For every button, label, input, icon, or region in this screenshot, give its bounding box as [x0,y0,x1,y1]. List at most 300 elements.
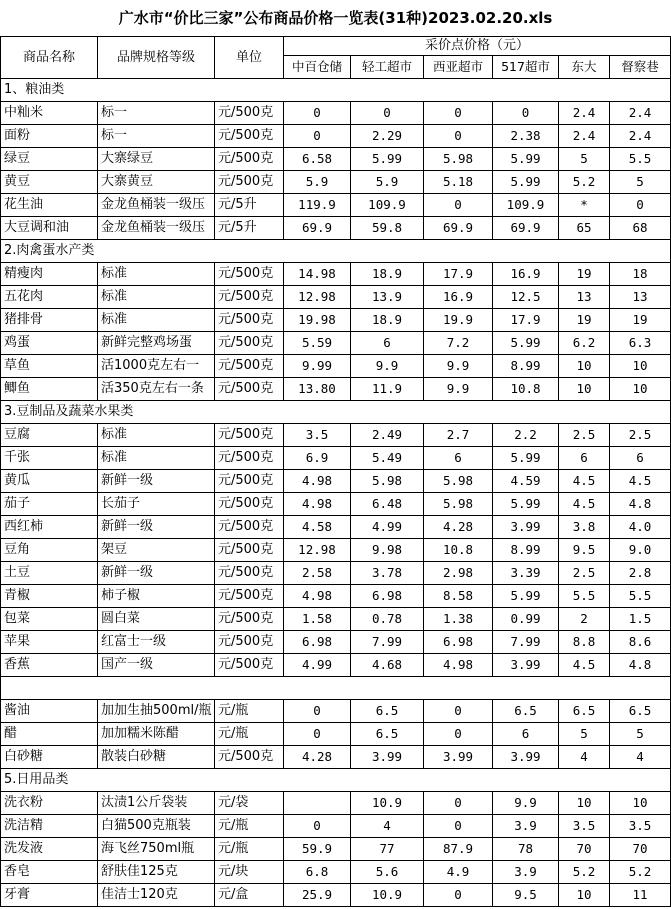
header-store: 轻工超市 [351,56,424,79]
price-cell: 5.99 [493,585,559,608]
section-row [1,240,671,263]
price-cell: 4.5 [559,470,610,493]
item-spec: 活350克左右一条 [98,378,215,401]
item-unit: 元/500克 [215,654,284,677]
item-unit: 元/500克 [215,424,284,447]
price-cell: 3.9 [493,815,559,838]
item-unit: 元/500克 [215,332,284,355]
price-cell: 2.38 [493,125,559,148]
price-cell: 17.9 [493,309,559,332]
price-cell: 0 [424,815,493,838]
price-cell: 6 [559,447,610,470]
table-row [1,171,671,194]
price-cell: 13.9 [351,286,424,309]
price-cell: 0 [610,194,671,217]
price-cell: 7.99 [351,631,424,654]
price-cell: 19 [559,263,610,286]
table-row [1,516,671,539]
price-cell: 9.99 [284,355,351,378]
price-cell [284,792,351,815]
price-cell: 11.9 [351,378,424,401]
table-row [1,608,671,631]
table-row [1,884,671,907]
price-cell: 5.98 [424,148,493,171]
price-cell: 3.99 [351,746,424,769]
item-spec: 标准 [98,447,215,470]
item-unit: 元/500克 [215,125,284,148]
item-spec: 新鲜完整鸡场蛋 [98,332,215,355]
price-cell: 2.49 [351,424,424,447]
item-name: 黄瓜 [1,470,98,493]
price-cell: 4 [610,746,671,769]
item-name: 花生油 [1,194,98,217]
table-row [1,355,671,378]
item-unit: 元/500克 [215,263,284,286]
table-row [1,424,671,447]
section-row [1,677,671,700]
item-name: 香皂 [1,861,98,884]
price-cell: 4.5 [559,654,610,677]
price-cell: 119.9 [284,194,351,217]
item-unit: 元/500克 [215,378,284,401]
price-cell: 1.5 [610,608,671,631]
price-cell: 0.78 [351,608,424,631]
price-cell: 8.99 [493,355,559,378]
price-cell: 1.58 [284,608,351,631]
header-store: 中百仓储 [284,56,351,79]
price-cell: 10 [559,884,610,907]
item-unit: 元/袋 [215,792,284,815]
item-name: 香蕉 [1,654,98,677]
price-cell: 10 [610,355,671,378]
table-row [1,631,671,654]
item-name: 青椒 [1,585,98,608]
price-cell: 4.28 [424,516,493,539]
price-cell: 6.58 [284,148,351,171]
price-cell: 3.78 [351,562,424,585]
item-unit: 元/瓶 [215,723,284,746]
item-spec: 红富士一级 [98,631,215,654]
price-cell: 4.99 [351,516,424,539]
table-row [1,539,671,562]
price-cell: 6.98 [424,631,493,654]
price-cell: 5 [559,148,610,171]
item-unit: 元/500克 [215,447,284,470]
price-cell: 6.5 [610,700,671,723]
price-cell: 6.5 [351,723,424,746]
price-cell: 0 [424,125,493,148]
item-name: 豆腐 [1,424,98,447]
price-cell: 0 [284,700,351,723]
item-unit: 元/500克 [215,148,284,171]
price-cell: 4.99 [284,654,351,677]
header-store: 督察巷 [610,56,671,79]
table-row [1,447,671,470]
price-cell: 16.9 [493,263,559,286]
item-name: 中籼米 [1,102,98,125]
price-cell: 69.9 [493,217,559,240]
header-store: 517超市 [493,56,559,79]
price-cell: 4.5 [610,470,671,493]
table-row [1,815,671,838]
price-cell: 4.28 [284,746,351,769]
item-name: 鲫鱼 [1,378,98,401]
price-cell: 3.99 [493,654,559,677]
price-cell: 19.98 [284,309,351,332]
price-cell: 13 [610,286,671,309]
price-cell: 4.9 [424,861,493,884]
price-cell: 6.8 [284,861,351,884]
price-cell: 5.99 [493,171,559,194]
price-cell: 12.98 [284,286,351,309]
item-spec: 加加生抽500ml/瓶 [98,700,215,723]
item-unit: 元/5升 [215,217,284,240]
table-row [1,102,671,125]
price-cell: 18.9 [351,309,424,332]
price-cell: 69.9 [424,217,493,240]
price-cell: 2.58 [284,562,351,585]
table-row [1,378,671,401]
item-unit: 元/500克 [215,470,284,493]
price-cell: 5.99 [493,447,559,470]
price-cell: 10 [559,355,610,378]
table-row [1,148,671,171]
price-cell: 3.5 [284,424,351,447]
item-unit: 元/5升 [215,194,284,217]
price-cell: 9.0 [610,539,671,562]
item-name: 草鱼 [1,355,98,378]
item-spec: 标准 [98,263,215,286]
price-cell: 7.2 [424,332,493,355]
table-row [1,723,671,746]
price-cell: 0 [424,194,493,217]
price-cell: 6 [610,447,671,470]
price-cell: 12.5 [493,286,559,309]
table-row [1,309,671,332]
price-cell: 109.9 [493,194,559,217]
item-unit: 元/500克 [215,516,284,539]
item-name: 酱油 [1,700,98,723]
price-cell: 6.5 [493,700,559,723]
price-cell: 5.9 [284,171,351,194]
item-unit: 元/盒 [215,884,284,907]
table-body [1,79,671,907]
price-cell: 17.9 [424,263,493,286]
price-cell: 5.5 [610,585,671,608]
price-cell: 0 [424,723,493,746]
price-cell: 19 [559,309,610,332]
price-cell: 5.98 [351,470,424,493]
price-cell: 8.99 [493,539,559,562]
price-cell: 12.98 [284,539,351,562]
table-row [1,838,671,861]
item-name: 牙膏 [1,884,98,907]
price-cell: 4.98 [284,470,351,493]
price-cell: 5 [610,723,671,746]
price-cell: 5.5 [610,148,671,171]
price-cell: 6.3 [610,332,671,355]
price-cell: 10 [559,378,610,401]
price-cell: 4.0 [610,516,671,539]
price-cell: 11 [610,884,671,907]
price-cell: 6.48 [351,493,424,516]
price-cell: 70 [610,838,671,861]
item-unit: 元/瓶 [215,700,284,723]
item-unit: 元/瓶 [215,838,284,861]
price-cell: 16.9 [424,286,493,309]
item-name: 土豆 [1,562,98,585]
item-unit: 元/500克 [215,102,284,125]
price-cell: 5.5 [559,585,610,608]
price-cell: 19.9 [424,309,493,332]
price-cell: 2.8 [610,562,671,585]
price-cell: 109.9 [351,194,424,217]
item-spec: 白猫500克瓶装 [98,815,215,838]
price-cell: 14.98 [284,263,351,286]
price-cell: 6 [493,723,559,746]
price-cell: * [559,194,610,217]
price-cell: 5.59 [284,332,351,355]
price-cell: 6.5 [351,700,424,723]
item-unit: 元/500克 [215,493,284,516]
table-row [1,217,671,240]
price-cell: 5 [610,171,671,194]
price-cell: 4.8 [610,493,671,516]
price-cell: 0 [351,102,424,125]
item-unit: 元/瓶 [215,815,284,838]
item-name: 鸡蛋 [1,332,98,355]
price-cell: 3.9 [493,861,559,884]
price-cell: 6.5 [559,700,610,723]
price-cell: 70 [559,838,610,861]
item-spec: 海飞丝750ml瓶 [98,838,215,861]
price-cell: 7.99 [493,631,559,654]
price-cell: 2.7 [424,424,493,447]
section-row [1,79,671,102]
price-cell: 3.5 [610,815,671,838]
item-spec: 大寨黄豆 [98,171,215,194]
price-cell: 0 [284,125,351,148]
item-name: 黄豆 [1,171,98,194]
item-spec: 新鲜一级 [98,470,215,493]
price-cell: 5.18 [424,171,493,194]
price-cell: 0 [284,102,351,125]
price-cell: 9.9 [424,355,493,378]
item-spec: 金龙鱼桶装一级压 [98,217,215,240]
item-unit: 元/500克 [215,286,284,309]
section-label: 5.日用品类 [1,769,671,792]
table-row [1,125,671,148]
price-cell: 9.9 [424,378,493,401]
price-cell: 4 [351,815,424,838]
table-row [1,654,671,677]
item-unit: 元/500克 [215,631,284,654]
price-cell: 5.98 [424,493,493,516]
price-cell: 5.2 [559,861,610,884]
price-cell: 4 [559,746,610,769]
price-cell: 2.4 [610,125,671,148]
price-cell: 5.99 [351,148,424,171]
price-cell: 2.4 [559,102,610,125]
item-spec: 活1000克左右一 [98,355,215,378]
price-cell: 4.59 [493,470,559,493]
price-cell: 5 [559,723,610,746]
header-price-group: 采价点价格（元） [284,37,671,56]
table-row [1,470,671,493]
section-label: 1、粮油类 [1,79,671,102]
price-cell: 4.68 [351,654,424,677]
price-cell: 3.99 [493,746,559,769]
price-cell: 68 [610,217,671,240]
item-spec: 架豆 [98,539,215,562]
price-cell: 10 [610,792,671,815]
price-cell: 10.9 [351,884,424,907]
price-cell: 8.8 [559,631,610,654]
price-cell: 8.58 [424,585,493,608]
price-cell: 10.9 [351,792,424,815]
price-cell: 6 [351,332,424,355]
price-cell: 78 [493,838,559,861]
price-cell: 6.2 [559,332,610,355]
price-cell: 2.5 [559,562,610,585]
price-cell: 5.2 [559,171,610,194]
price-cell: 6.98 [284,631,351,654]
item-name: 苹果 [1,631,98,654]
price-cell: 69.9 [284,217,351,240]
price-cell: 18.9 [351,263,424,286]
price-cell: 25.9 [284,884,351,907]
price-cell: 2.5 [559,424,610,447]
price-cell: 5.2 [610,861,671,884]
price-cell: 18 [610,263,671,286]
table-row [1,700,671,723]
item-unit: 元/500克 [215,608,284,631]
price-cell: 0 [424,792,493,815]
header-unit: 单位 [215,37,284,79]
price-cell: 9.9 [493,792,559,815]
price-cell: 4.58 [284,516,351,539]
item-name: 面粉 [1,125,98,148]
item-name: 大豆调和油 [1,217,98,240]
price-cell: 2.98 [424,562,493,585]
item-name: 五花肉 [1,286,98,309]
price-cell: 65 [559,217,610,240]
item-name: 洗发液 [1,838,98,861]
item-spec: 新鲜一级 [98,562,215,585]
price-cell: 4.8 [610,654,671,677]
header-store: 东大 [559,56,610,79]
price-cell: 0.99 [493,608,559,631]
price-cell: 3.39 [493,562,559,585]
price-cell: 6.98 [351,585,424,608]
price-cell: 3.99 [493,516,559,539]
item-name: 醋 [1,723,98,746]
item-spec: 标准 [98,424,215,447]
item-spec: 长茄子 [98,493,215,516]
item-spec: 标一 [98,102,215,125]
price-cell: 8.6 [610,631,671,654]
section-label: 3.豆制品及蔬菜水果类 [1,401,671,424]
item-spec: 标一 [98,125,215,148]
item-spec: 新鲜一级 [98,516,215,539]
price-cell: 5.99 [493,332,559,355]
section-row [1,769,671,792]
price-cell: 2.4 [559,125,610,148]
table-row [1,562,671,585]
price-cell: 19 [610,309,671,332]
price-cell: 5.99 [493,148,559,171]
header-name: 商品名称 [1,37,98,79]
price-cell: 77 [351,838,424,861]
table-row [1,585,671,608]
price-cell: 5.49 [351,447,424,470]
price-cell: 4.98 [284,585,351,608]
price-cell: 0 [284,723,351,746]
section-label: 2.肉禽蛋水产类 [1,240,671,263]
price-cell: 2.2 [493,424,559,447]
item-spec: 柿子椒 [98,585,215,608]
price-cell: 2.29 [351,125,424,148]
item-spec: 汰渍1公斤袋装 [98,792,215,815]
price-cell: 2.5 [610,424,671,447]
item-spec: 标准 [98,286,215,309]
item-unit: 元/500克 [215,746,284,769]
item-name: 西红柿 [1,516,98,539]
item-spec: 圆白菜 [98,608,215,631]
price-cell: 6.9 [284,447,351,470]
item-unit: 元/500克 [215,585,284,608]
price-cell: 10 [559,792,610,815]
header-store: 西亚超市 [424,56,493,79]
price-cell: 9.9 [351,355,424,378]
item-spec: 大寨绿豆 [98,148,215,171]
item-name: 猪排骨 [1,309,98,332]
item-spec: 国产一级 [98,654,215,677]
item-spec: 金龙鱼桶装一级压 [98,194,215,217]
price-cell: 9.5 [559,539,610,562]
table-row [1,332,671,355]
item-unit: 元/块 [215,861,284,884]
table-row [1,493,671,516]
item-name: 绿豆 [1,148,98,171]
price-cell: 13 [559,286,610,309]
item-name: 精瘦肉 [1,263,98,286]
item-spec: 加加糯米陈醋 [98,723,215,746]
section-row [1,401,671,424]
table-row [1,861,671,884]
price-cell: 10 [610,378,671,401]
page-title: 广水市“价比三家”公布商品价格一览表(31种)2023.02.20.xls [118,9,553,27]
price-cell: 0 [424,884,493,907]
price-cell: 10.8 [493,378,559,401]
price-cell: 3.8 [559,516,610,539]
price-cell: 4.5 [559,493,610,516]
section-label [1,677,671,700]
item-spec: 散装白砂糖 [98,746,215,769]
item-unit: 元/500克 [215,309,284,332]
item-unit: 元/500克 [215,171,284,194]
price-cell: 59.8 [351,217,424,240]
price-cell: 5.9 [351,171,424,194]
price-cell: 0 [493,102,559,125]
item-name: 豆角 [1,539,98,562]
table-row [1,194,671,217]
item-spec: 舒肤佳125克 [98,861,215,884]
price-cell: 3.99 [424,746,493,769]
price-cell: 13.80 [284,378,351,401]
price-cell: 0 [424,700,493,723]
item-unit: 元/500克 [215,539,284,562]
